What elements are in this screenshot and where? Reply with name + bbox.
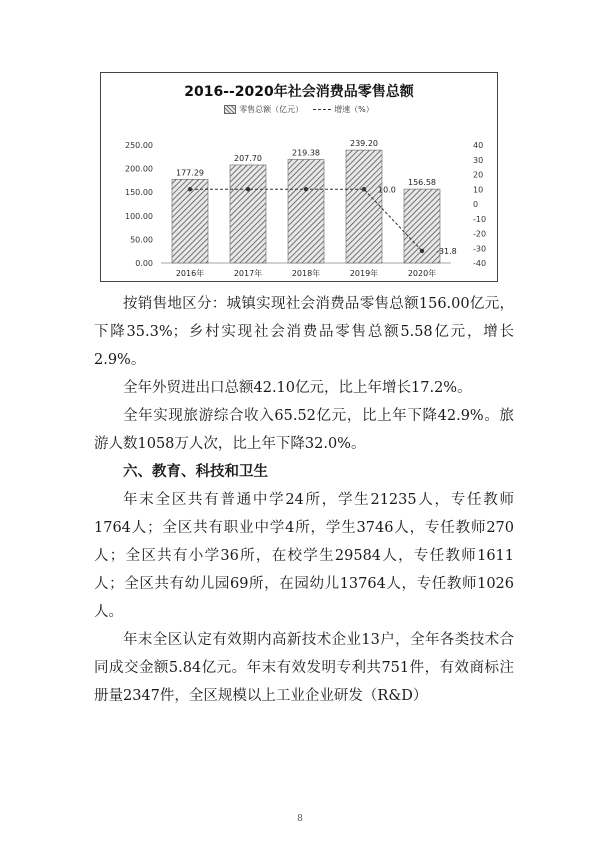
bar-value-label: 219.38 [292,148,320,158]
y-right-tick-label: -40 [473,259,487,268]
legend-line-label: 增速（%） [334,105,374,114]
legend-bar-swatch [224,105,236,114]
paragraph-sales-by-region: 按销售地区分：城镇实现社会消费品零售总额156.00亿元，下降35.3%；乡村实现社会消费品零售总额5.58亿元，增长2.9%。 [94,296,514,368]
paragraph-education: 年末全区共有普通中学24所，学生21235人，专任教师1764人；全区共有职业中学4所，学生3746人，专任教师270人；全区共有小学36所，在校学生29584人，专任教师1611人；全区共有幼儿园69所，在园幼儿13764人，专任教师1026人。 [94,492,514,620]
y-right-tick-label: 30 [473,155,484,165]
y-left-tick-label: 50.00 [130,235,153,245]
growth-point [304,187,308,191]
body-text-upper [94,290,514,710]
x-tick-label: 2018年 [291,269,321,278]
x-tick-label: 2016年 [175,269,205,278]
bar-value-label: 207.70 [234,153,262,163]
growth-point [420,249,424,253]
y-left-tick-label: 100.00 [125,211,153,221]
y-left-tick-label: 0.00 [135,259,153,268]
page-number: 8 [297,814,303,824]
y-right-tick-label: -30 [473,244,487,254]
growth-point [246,187,250,191]
x-tick-label: 2017年 [233,269,263,278]
bar [346,150,382,263]
bar [230,165,266,263]
y-left-tick-label: 150.00 [125,188,153,198]
y-right-tick-label: -10 [473,214,487,224]
y-left-tick-label: 250.00 [125,141,153,150]
y-right-tick-label: -20 [473,229,487,239]
y-left-tick-label: 200.00 [125,164,153,174]
growth-value-label: -31.8 [436,246,457,256]
growth-value-label: 10.0 [378,185,396,195]
bar-value-label: 239.20 [350,139,378,149]
y-right-tick-label: 20 [473,170,484,180]
chart-title: 2016--2020年社会消费品零售总额 [184,84,414,100]
paragraph-foreign-trade: 全年外贸进出口总额42.10亿元，比上年增长17.2%。 [123,380,472,396]
paragraph-technology: 年末全区认定有效期内高新技术企业13户，全年各类技术合同成交金额5.84亿元。年末有效发明专利共751件，有效商标注册量2347件，全区规模以上工业企业研发（R&D） [94,632,514,704]
bar [172,179,208,263]
legend-line-swatch [313,109,331,110]
chart-figure [100,72,498,282]
bar [288,159,324,263]
y-right-tick-label: 10 [473,185,484,195]
y-right-tick-label: 0 [473,200,479,209]
paragraph-tourism: 全年实现旅游综合收入65.52亿元，比上年下降42.9%。旅游人数1058万人次，比上年下降32.0%。 [94,408,514,452]
legend-bar-label: 零售总额（亿元） [239,105,304,114]
growth-point [188,187,192,191]
y-right-tick-label: 40 [473,141,484,150]
chart-legend [101,104,497,115]
section-heading: 六、教育、科技和卫生 [123,464,268,480]
x-tick-label: 2019年 [349,269,379,278]
bar-value-label: 177.29 [176,168,204,178]
growth-point [362,187,366,191]
x-tick-label: 2020年 [407,269,437,278]
bar-value-label: 156.58 [408,178,436,188]
